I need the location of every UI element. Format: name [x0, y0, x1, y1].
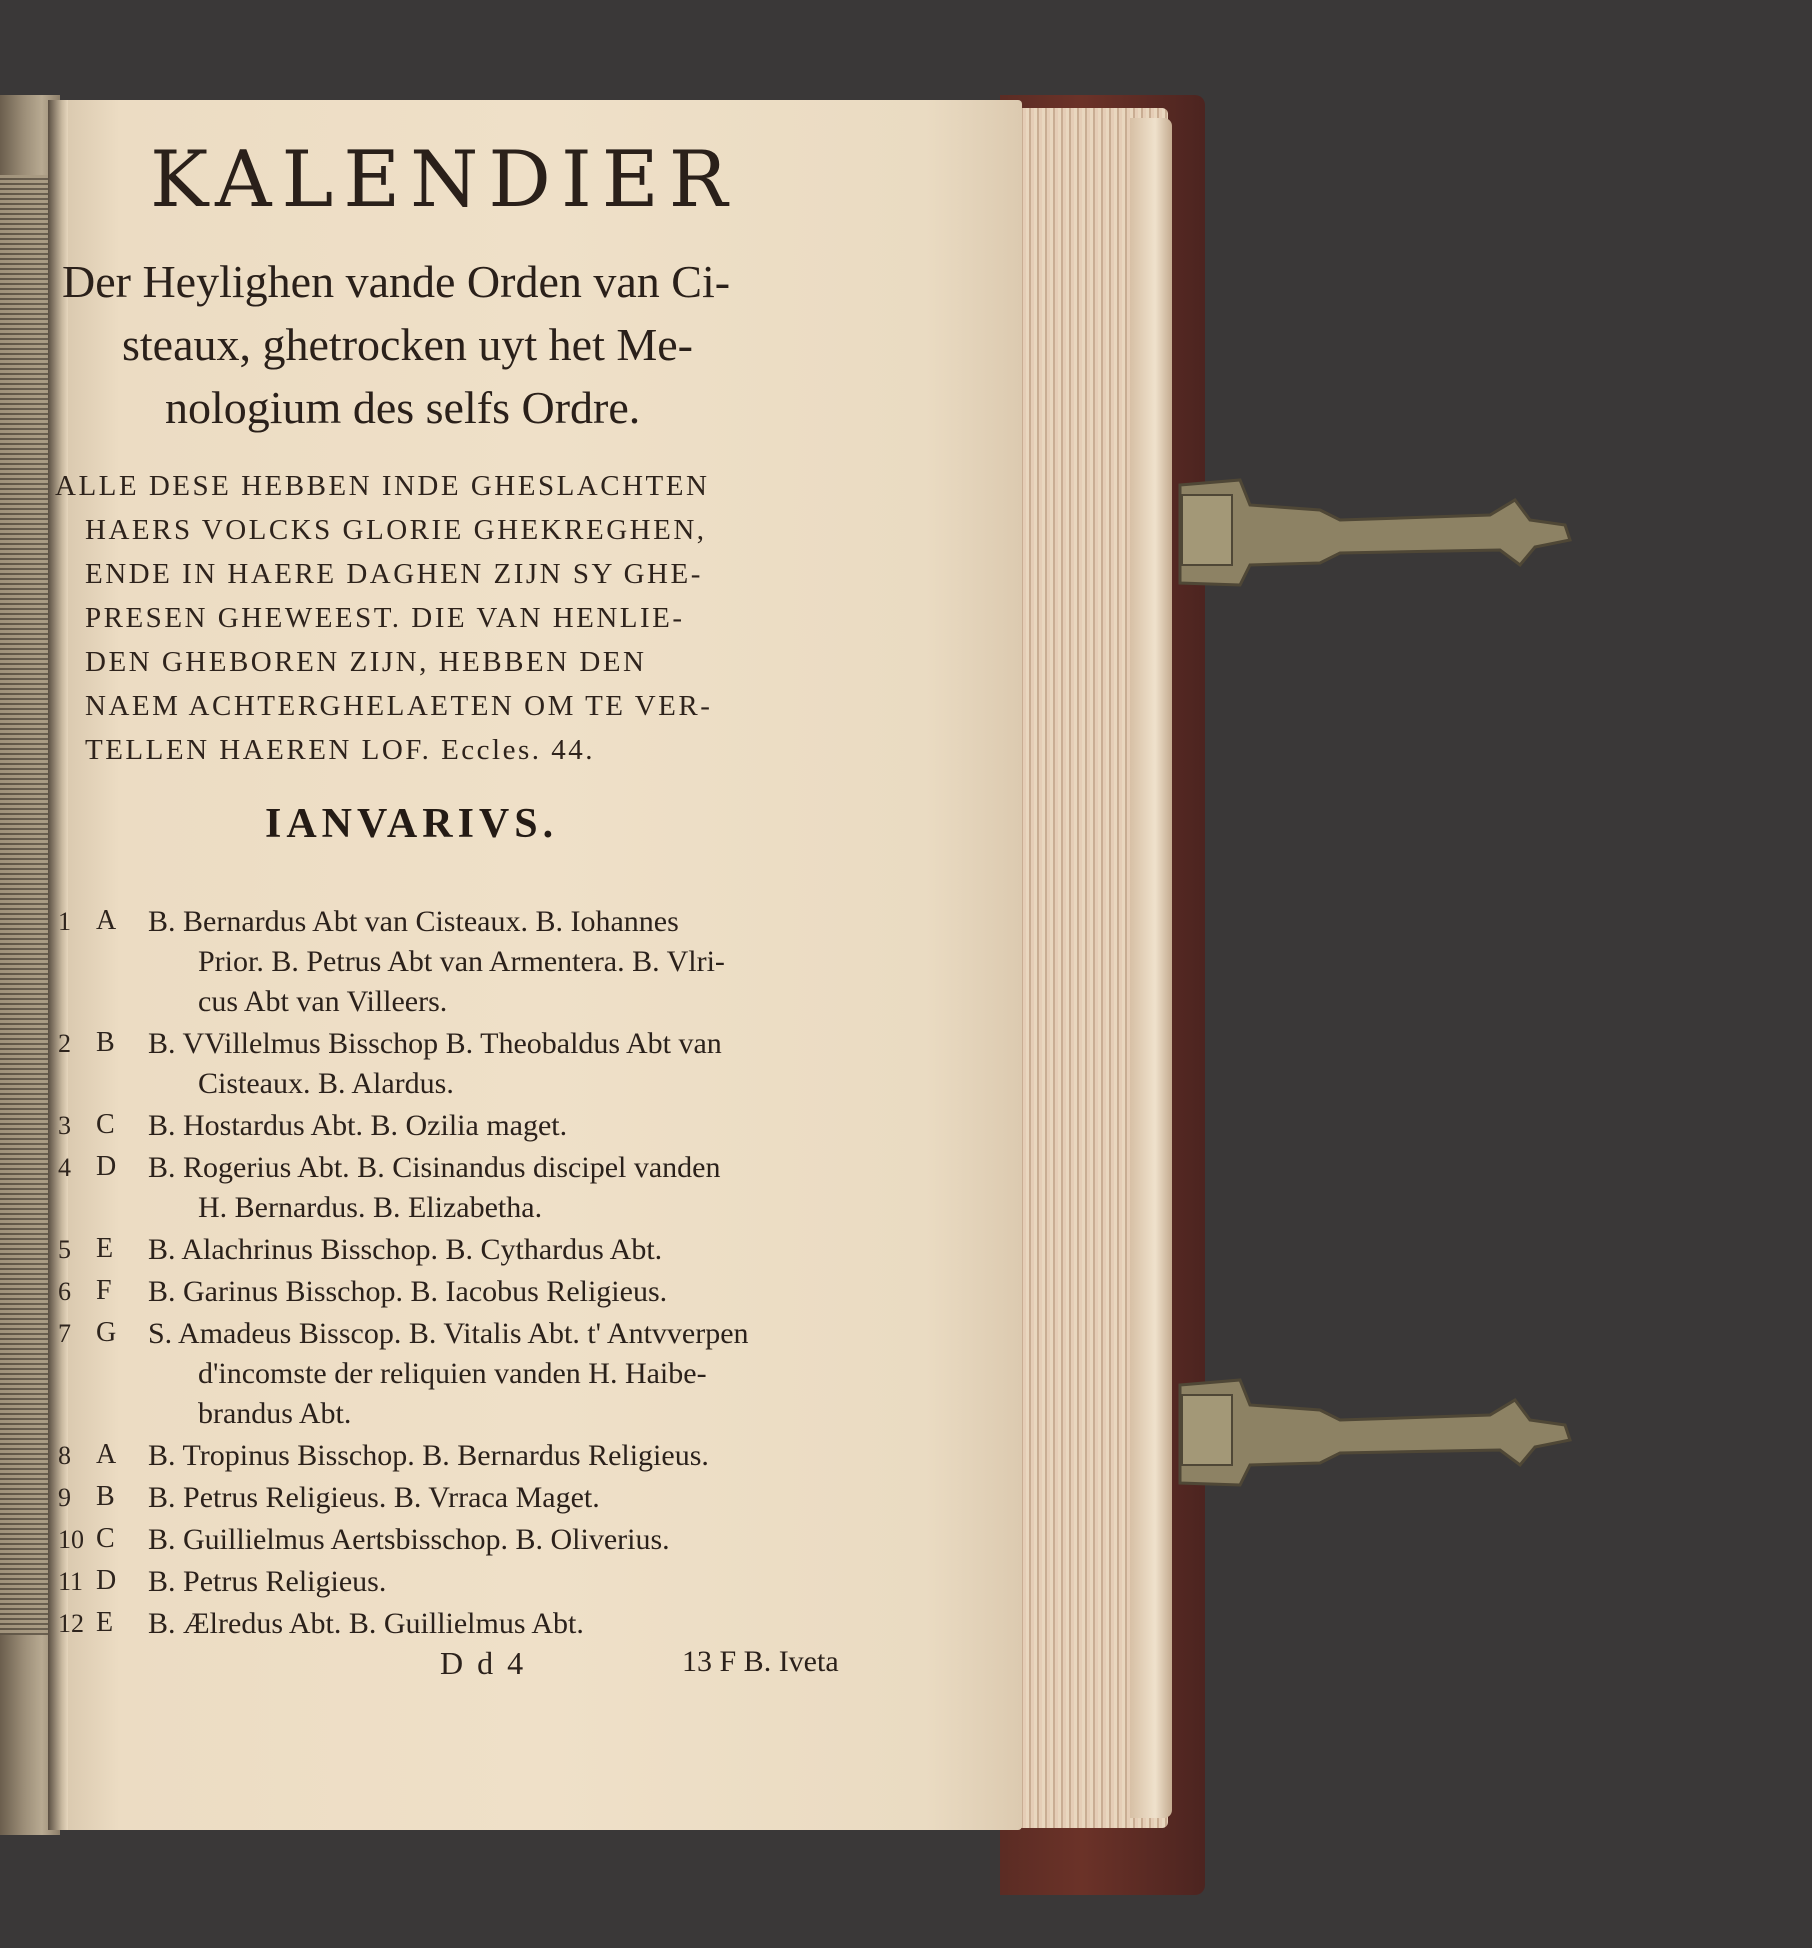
entry-line: B. Guillielmus Aertsbisschop. B. Oliverius. [148, 1523, 670, 1556]
entry-line: B. Bernardus Abt van Cisteaux. B. Iohannes [148, 905, 679, 938]
dominical-letter: D [96, 1565, 117, 1596]
dominical-letter: C [96, 1109, 115, 1140]
subtitle-line: nologium des selfs Ordre. [165, 382, 641, 433]
epigraph-line: TELLEN HAEREN LOF. Eccles. 44. [85, 734, 595, 766]
dominical-letter: E [96, 1233, 114, 1264]
entry-line: B. Tropinus Bisschop. B. Bernardus Religieus. [148, 1439, 709, 1472]
epigraph-line: PRESEN GHEWEEST. DIE VAN HENLIE- [85, 602, 685, 634]
entry-line: B. Petrus Religieus. [148, 1565, 387, 1598]
entry-line: d'incomste der reliquien vanden H. Haibe- [198, 1357, 707, 1390]
engraving-fragment [0, 175, 50, 1635]
entry-line: B. Ælredus Abt. B. Guillielmus Abt. [148, 1607, 584, 1640]
day-number: 12 [58, 1609, 84, 1638]
dominical-letter: F [96, 1275, 112, 1306]
entry-line: brandus Abt. [198, 1397, 352, 1430]
month-heading: IANVARIVS. [265, 801, 559, 847]
entry-line: Prior. B. Petrus Abt van Armentera. B. Vlri- [198, 945, 725, 978]
day-number: 2 [58, 1029, 71, 1058]
signature-mark: D d 4 [440, 1645, 527, 1681]
catchword: 13 F B. Iveta [682, 1645, 839, 1678]
day-number: 9 [58, 1483, 71, 1512]
day-number: 10 [58, 1525, 84, 1554]
epigraph-line: ENDE IN HAERE DAGHEN ZIJN SY GHE- [85, 558, 703, 590]
dominical-letter: E [96, 1607, 114, 1638]
entry-line: S. Amadeus Bisscop. B. Vitalis Abt. t' Antvverpen [148, 1317, 749, 1350]
epigraph-line: ALLE DESE HEBBEN INDE GHESLACHTEN [55, 470, 710, 502]
dominical-letter: D [96, 1151, 117, 1182]
dominical-letter: A [96, 1439, 117, 1470]
dominical-letter: C [96, 1523, 115, 1554]
day-number: 8 [58, 1441, 71, 1470]
entry-line: B. Alachrinus Bisschop. B. Cythardus Abt. [148, 1233, 663, 1266]
lower-clasp [1170, 1365, 1590, 1495]
epigraph-line: HAERS VOLCKS GLORIE GHEKREGHEN, [85, 514, 707, 546]
dominical-letter: B [96, 1481, 115, 1512]
day-number: 4 [58, 1153, 71, 1182]
dominical-letter: B [96, 1027, 115, 1058]
entry-line: B. Garinus Bisschop. B. Iacobus Religieus. [148, 1275, 668, 1308]
entry-line: Cisteaux. B. Alardus. [198, 1067, 454, 1100]
epigraph-line: NAEM ACHTERGHELAETEN OM TE VER- [85, 690, 713, 722]
subtitle-line: steaux, ghetrocken uyt het Me- [122, 319, 693, 370]
page-title: KALENDIER [150, 135, 738, 225]
day-number: 11 [58, 1567, 84, 1596]
entry-line: H. Bernardus. B. Elizabetha. [198, 1191, 543, 1224]
day-number: 6 [58, 1277, 71, 1306]
day-number: 1 [58, 907, 71, 936]
day-number: 7 [58, 1319, 71, 1348]
upper-clasp [1170, 465, 1590, 595]
entry-line: B. VVillelmus Bisschop B. Theobaldus Abt van [148, 1027, 722, 1060]
entry-line: B. Rogerius Abt. B. Cisinandus discipel vanden [148, 1151, 721, 1184]
dominical-letter: G [96, 1317, 117, 1348]
epigraph-line: DEN GHEBOREN ZIJN, HEBBEN DEN [85, 646, 647, 678]
page-stack-edge [1130, 118, 1172, 1818]
dominical-letter: A [96, 905, 117, 936]
entry-line: B. Petrus Religieus. B. Vrraca Maget. [148, 1481, 600, 1514]
subtitle-line: Der Heylighen vande Orden van Ci- [62, 256, 731, 307]
day-number: 5 [58, 1235, 71, 1264]
entry-line: B. Hostardus Abt. B. Ozilia maget. [148, 1109, 568, 1142]
entry-line: cus Abt van Villeers. [198, 985, 448, 1018]
day-number: 3 [58, 1111, 71, 1140]
